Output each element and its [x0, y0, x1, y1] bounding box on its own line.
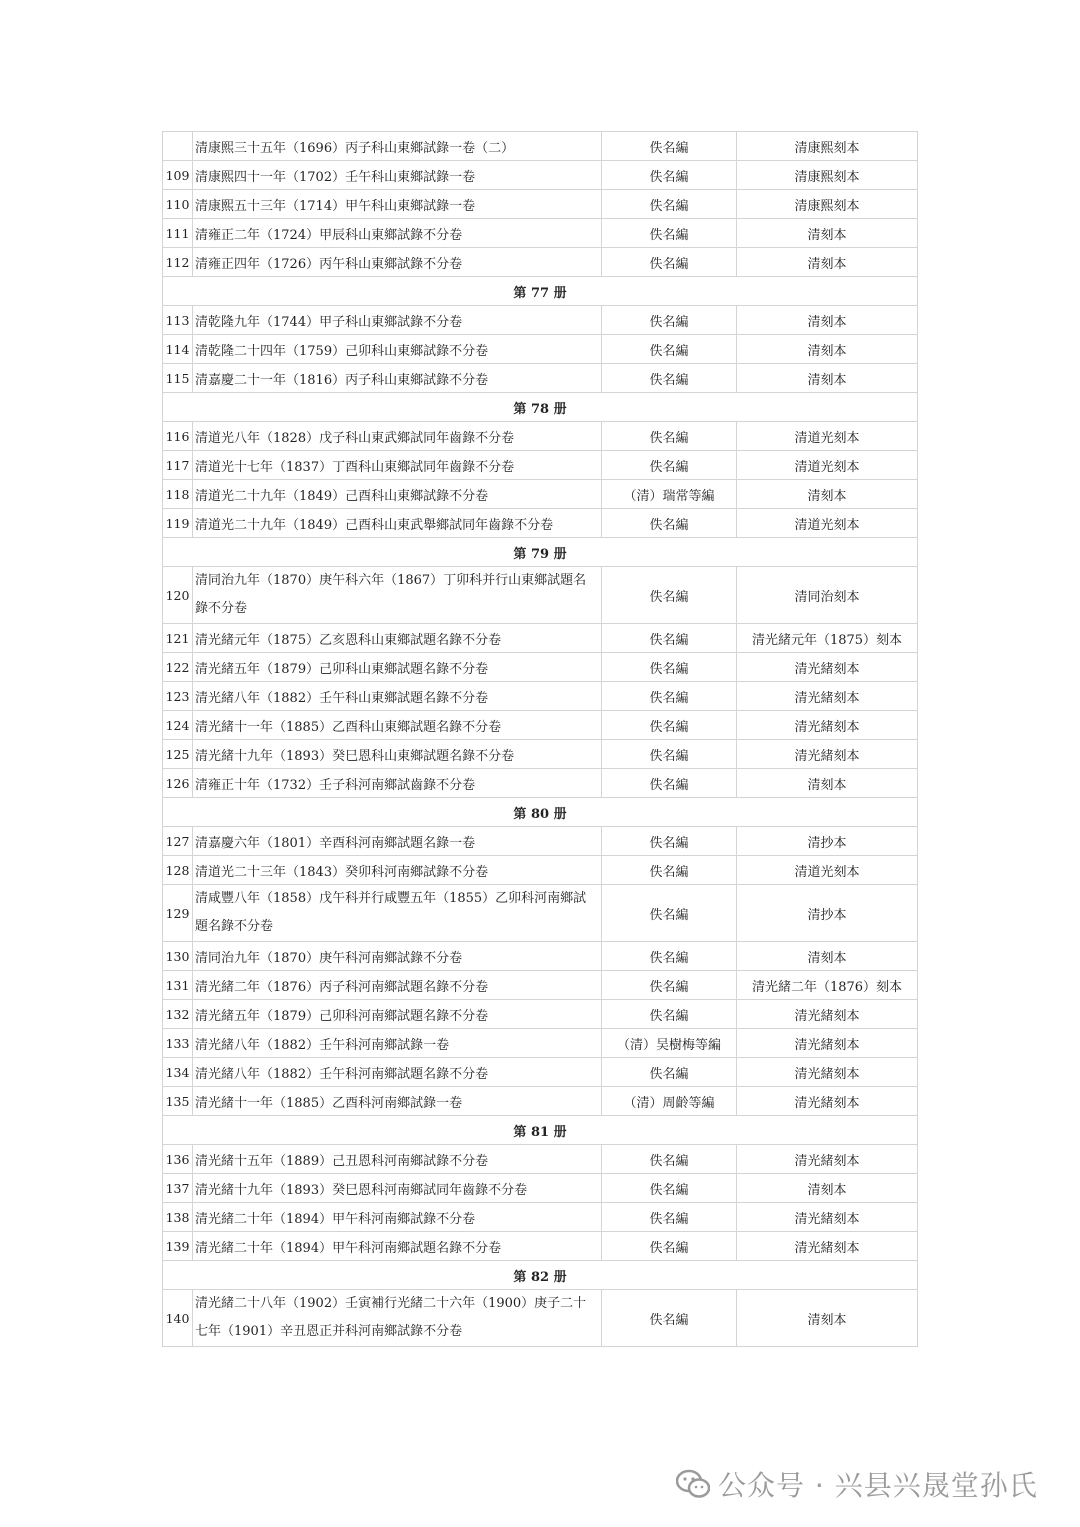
entry-editor: 佚名編 — [602, 567, 737, 624]
entry-number: 109 — [163, 161, 193, 190]
entry-number: 133 — [163, 1029, 193, 1058]
entry-edition: 清光緒刻本 — [737, 682, 918, 711]
entry-number: 113 — [163, 306, 193, 335]
entry-edition: 清光緒二年（1876）刻本 — [737, 971, 918, 1000]
entry-edition: 清道光刻本 — [737, 856, 918, 885]
entry-edition: 清刻本 — [737, 1290, 918, 1347]
table-row — [163, 1029, 918, 1058]
entry-number: 131 — [163, 971, 193, 1000]
entry-number: 127 — [163, 827, 193, 856]
entry-title: 清道光二十九年（1849）己酉科山東鄉試錄不分卷 — [193, 480, 602, 509]
entry-editor: 佚名編 — [602, 856, 737, 885]
entry-title: 清光緒二十年（1894）甲午科河南鄉試錄不分卷 — [193, 1203, 602, 1232]
entry-number: 112 — [163, 248, 193, 277]
entry-editor: 佚名編 — [602, 306, 737, 335]
volume-label: 第 82 册 — [163, 1261, 918, 1290]
table-row — [163, 624, 918, 653]
entry-title: 清乾隆二十四年（1759）己卯科山東鄉試錄不分卷 — [193, 335, 602, 364]
entry-title: 清光緒二十八年（1902）壬寅補行光緒二十六年（1900）庚子二十七年（1901）辛丑恩正并科河南鄉試錄不分卷 — [193, 1290, 602, 1347]
entry-number: 111 — [163, 219, 193, 248]
entry-editor: 佚名編 — [602, 971, 737, 1000]
entry-number: 125 — [163, 740, 193, 769]
entry-title: 清同治九年（1870）庚午科河南鄉試錄不分卷 — [193, 942, 602, 971]
entry-number: 115 — [163, 364, 193, 393]
entry-edition: 清刻本 — [737, 480, 918, 509]
table-row — [163, 942, 918, 971]
entry-editor: 佚名編 — [602, 1145, 737, 1174]
entry-editor: 佚名編 — [602, 769, 737, 798]
entry-number: 119 — [163, 509, 193, 538]
entry-editor: 佚名編 — [602, 190, 737, 219]
entry-title: 清光緒十九年（1893）癸巳恩科山東鄉試題名錄不分卷 — [193, 740, 602, 769]
entry-edition: 清康熙刻本 — [737, 161, 918, 190]
entry-editor: 佚名編 — [602, 248, 737, 277]
watermark-text: 公众号 · 兴县兴晟堂孙氏 — [718, 1469, 1038, 1502]
volume-label: 第 81 册 — [163, 1116, 918, 1145]
entry-number: 122 — [163, 653, 193, 682]
entry-number: 120 — [163, 567, 193, 624]
table-row — [163, 682, 918, 711]
entry-title: 清光緒八年（1882）壬午科河南鄉試錄一卷 — [193, 1029, 602, 1058]
table-row — [163, 856, 918, 885]
entry-edition: 清光緒刻本 — [737, 653, 918, 682]
table-row — [163, 219, 918, 248]
wechat-icon — [676, 1469, 710, 1499]
table-row — [163, 769, 918, 798]
entry-editor: 佚名編 — [602, 1000, 737, 1029]
entry-edition: 清刻本 — [737, 306, 918, 335]
entry-edition: 清光緒刻本 — [737, 1145, 918, 1174]
entry-editor: 佚名編 — [602, 711, 737, 740]
entry-title: 清光緒二十年（1894）甲午科河南鄉試題名錄不分卷 — [193, 1232, 602, 1261]
entry-title: 清光緒元年（1875）乙亥恩科山東鄉試題名錄不分卷 — [193, 624, 602, 653]
entry-edition: 清抄本 — [737, 827, 918, 856]
entry-title: 清嘉慶六年（1801）辛酉科河南鄉試題名錄一卷 — [193, 827, 602, 856]
table-row — [163, 740, 918, 769]
volume-header-row — [163, 538, 918, 567]
entry-edition: 清刻本 — [737, 364, 918, 393]
table-row — [163, 132, 918, 161]
table-row — [163, 306, 918, 335]
entry-edition: 清光緒元年（1875）刻本 — [737, 624, 918, 653]
entry-number: 132 — [163, 1000, 193, 1029]
entry-title: 清同治九年（1870）庚午科六年（1867）丁卯科并行山東鄉試題名錄不分卷 — [193, 567, 602, 624]
entry-title: 清嘉慶二十一年（1816）丙子科山東鄉試錄不分卷 — [193, 364, 602, 393]
entry-number: 128 — [163, 856, 193, 885]
entry-title: 清道光二十三年（1843）癸卯科河南鄉試錄不分卷 — [193, 856, 602, 885]
entry-title: 清雍正四年（1726）丙午科山東鄉試錄不分卷 — [193, 248, 602, 277]
entry-editor: 佚名編 — [602, 132, 737, 161]
entry-title: 清康熙四十一年（1702）壬午科山東鄉試錄一卷 — [193, 161, 602, 190]
entry-edition: 清刻本 — [737, 1174, 918, 1203]
watermark — [676, 1462, 1038, 1506]
entry-title: 清咸豐八年（1858）戊午科并行咸豐五年（1855）乙卯科河南鄉試題名錄不分卷 — [193, 885, 602, 942]
entry-number: 140 — [163, 1290, 193, 1347]
entry-edition: 清刻本 — [737, 769, 918, 798]
entry-editor: 佚名編 — [602, 682, 737, 711]
volume-header-row — [163, 1261, 918, 1290]
table-row — [163, 653, 918, 682]
entry-number: 117 — [163, 451, 193, 480]
entry-number: 118 — [163, 480, 193, 509]
entry-number: 114 — [163, 335, 193, 364]
table-row — [163, 1145, 918, 1174]
entry-edition: 清光緒刻本 — [737, 1058, 918, 1087]
entry-number: 139 — [163, 1232, 193, 1261]
entry-edition: 清同治刻本 — [737, 567, 918, 624]
table-row — [163, 1087, 918, 1116]
entry-title: 清光緒五年（1879）己卯科山東鄉試題名錄不分卷 — [193, 653, 602, 682]
entry-editor: 佚名編 — [602, 740, 737, 769]
entry-number: 123 — [163, 682, 193, 711]
entry-editor: （清）吴樹梅等編 — [602, 1029, 737, 1058]
entry-number: 124 — [163, 711, 193, 740]
entry-editor: 佚名編 — [602, 364, 737, 393]
table-row — [163, 190, 918, 219]
entry-title: 清光緒八年（1882）壬午科山東鄉試題名錄不分卷 — [193, 682, 602, 711]
entry-editor: 佚名編 — [602, 1058, 737, 1087]
entry-edition: 清刻本 — [737, 335, 918, 364]
table-row — [163, 971, 918, 1000]
entry-number: 126 — [163, 769, 193, 798]
entry-edition: 清道光刻本 — [737, 451, 918, 480]
entry-title: 清雍正十年（1732）壬子科河南鄉試齒錄不分卷 — [193, 769, 602, 798]
volume-label: 第 78 册 — [163, 393, 918, 422]
table-row — [163, 567, 918, 624]
entry-number: 116 — [163, 422, 193, 451]
entry-number: 134 — [163, 1058, 193, 1087]
table-row — [163, 1232, 918, 1261]
volume-header-row — [163, 1116, 918, 1145]
table-row — [163, 451, 918, 480]
entry-editor: 佚名編 — [602, 942, 737, 971]
table-row — [163, 335, 918, 364]
volume-label: 第 80 册 — [163, 798, 918, 827]
entry-edition: 清光緒刻本 — [737, 740, 918, 769]
table-row — [163, 161, 918, 190]
entry-edition: 清光緒刻本 — [737, 1203, 918, 1232]
volume-label: 第 77 册 — [163, 277, 918, 306]
entry-title: 清光緒十九年（1893）癸巳恩科河南鄉試同年齒錄不分卷 — [193, 1174, 602, 1203]
table-row — [163, 480, 918, 509]
table-row — [163, 422, 918, 451]
entry-editor: （清）周齡等編 — [602, 1087, 737, 1116]
entry-editor: 佚名編 — [602, 1290, 737, 1347]
entry-number: 130 — [163, 942, 193, 971]
table-row — [163, 827, 918, 856]
entry-editor: 佚名編 — [602, 1232, 737, 1261]
table-row — [163, 1203, 918, 1232]
entry-edition: 清刻本 — [737, 219, 918, 248]
entry-edition: 清道光刻本 — [737, 422, 918, 451]
volume-label: 第 79 册 — [163, 538, 918, 567]
table-row — [163, 1174, 918, 1203]
volume-header-row — [163, 393, 918, 422]
entry-title: 清光緒十一年（1885）乙酉科河南鄉試錄一卷 — [193, 1087, 602, 1116]
entry-title: 清道光二十九年（1849）己酉科山東武舉鄉試同年齒錄不分卷 — [193, 509, 602, 538]
entry-title: 清雍正二年（1724）甲辰科山東鄉試錄不分卷 — [193, 219, 602, 248]
entry-edition: 清光緒刻本 — [737, 1087, 918, 1116]
entry-title: 清乾隆九年（1744）甲子科山東鄉試錄不分卷 — [193, 306, 602, 335]
entry-title: 清道光十七年（1837）丁酉科山東鄉試同年齒錄不分卷 — [193, 451, 602, 480]
entry-editor: （清）瑞常等編 — [602, 480, 737, 509]
entry-editor: 佚名編 — [602, 1174, 737, 1203]
entry-title: 清光緒二年（1876）丙子科河南鄉試題名錄不分卷 — [193, 971, 602, 1000]
entry-editor: 佚名編 — [602, 422, 737, 451]
entry-edition: 清道光刻本 — [737, 509, 918, 538]
table-row — [163, 248, 918, 277]
table-row — [163, 1000, 918, 1029]
entry-editor: 佚名編 — [602, 509, 737, 538]
catalog-table — [162, 131, 918, 1347]
entry-editor: 佚名編 — [602, 827, 737, 856]
entry-number — [163, 132, 193, 161]
entry-number: 138 — [163, 1203, 193, 1232]
entry-edition: 清光緒刻本 — [737, 1000, 918, 1029]
entry-editor: 佚名編 — [602, 451, 737, 480]
volume-header-row — [163, 277, 918, 306]
entry-editor: 佚名編 — [602, 885, 737, 942]
entry-editor: 佚名編 — [602, 335, 737, 364]
entry-edition: 清光緒刻本 — [737, 1029, 918, 1058]
entry-title: 清康熙三十五年（1696）丙子科山東鄉試錄一卷（二） — [193, 132, 602, 161]
entry-editor: 佚名編 — [602, 624, 737, 653]
table-row — [163, 885, 918, 942]
entry-edition: 清抄本 — [737, 885, 918, 942]
entry-number: 110 — [163, 190, 193, 219]
table-row — [163, 364, 918, 393]
entry-number: 121 — [163, 624, 193, 653]
entry-title: 清光緒十五年（1889）己丑恩科河南鄉試錄不分卷 — [193, 1145, 602, 1174]
table-row — [163, 711, 918, 740]
entry-edition: 清光緒刻本 — [737, 1232, 918, 1261]
entry-number: 135 — [163, 1087, 193, 1116]
entry-number: 136 — [163, 1145, 193, 1174]
entry-editor: 佚名編 — [602, 653, 737, 682]
entry-edition: 清康熙刻本 — [737, 190, 918, 219]
entry-title: 清光緒十一年（1885）乙酉科山東鄉試題名錄不分卷 — [193, 711, 602, 740]
volume-header-row — [163, 798, 918, 827]
entry-title: 清康熙五十三年（1714）甲午科山東鄉試錄一卷 — [193, 190, 602, 219]
entry-number: 137 — [163, 1174, 193, 1203]
table-row — [163, 509, 918, 538]
entry-edition: 清刻本 — [737, 248, 918, 277]
entry-editor: 佚名編 — [602, 1203, 737, 1232]
table-row — [163, 1058, 918, 1087]
entry-editor: 佚名編 — [602, 219, 737, 248]
entry-title: 清光緒八年（1882）壬午科河南鄉試題名錄不分卷 — [193, 1058, 602, 1087]
table-row — [163, 1290, 918, 1347]
entry-title: 清道光八年（1828）戊子科山東武鄉試同年齒錄不分卷 — [193, 422, 602, 451]
entry-edition: 清刻本 — [737, 942, 918, 971]
entry-number: 129 — [163, 885, 193, 942]
entry-edition: 清康熙刻本 — [737, 132, 918, 161]
entry-title: 清光緒五年（1879）己卯科河南鄉試題名錄不分卷 — [193, 1000, 602, 1029]
entry-editor: 佚名編 — [602, 161, 737, 190]
entry-edition: 清光緒刻本 — [737, 711, 918, 740]
